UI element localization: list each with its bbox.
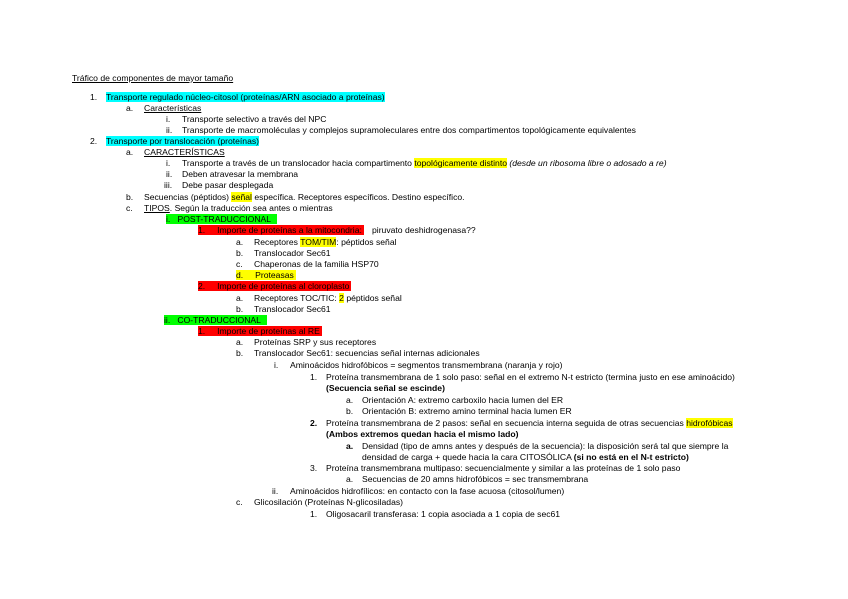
post-marker: i. (166, 214, 171, 224)
mito-a-marker: a. (236, 237, 244, 247)
olig-number: 1. (310, 509, 318, 519)
p3-a-marker: a. (346, 474, 354, 484)
p2-line (326, 418, 733, 428)
p1-a-marker: a. (346, 395, 354, 405)
clo-b-text: Translocador Sec61 (254, 304, 331, 314)
section-2-heading: Transporte por translocación (proteínas) (106, 136, 260, 146)
s1-i2-marker: ii. (166, 125, 173, 135)
re-b-marker: b. (236, 348, 244, 358)
re-b-text: Translocador Sec61: secuencias señal internas adicionales (254, 348, 480, 358)
mito-a-line (254, 237, 397, 247)
olig-text: Oligosacaril transferasa: 1 copia asociada a 1 copia de sec61 (326, 509, 561, 519)
s2-i1-italic: (desde un ribosoma libre o adosado a re) (507, 158, 667, 168)
s2-i1-line (182, 158, 667, 168)
section-1-number: 1. (90, 92, 98, 102)
s2-c-line (144, 203, 333, 213)
p2-text: Proteína transmembrana de 2 pasos: señal en secuencia interna seguida de otras secuencias (326, 418, 687, 428)
mito-c-marker: c. (236, 259, 243, 269)
s2-b-marker: b. (126, 192, 134, 202)
p2-a-line1: Densidad (tipo de amns antes y después de la secuencia): la disposición será tal que siempre la (362, 441, 729, 451)
mito-d-marker: d. (236, 270, 244, 280)
mito-b-marker: b. (236, 248, 244, 258)
s2-i1-highlight: topológicamente distinto (414, 158, 507, 168)
clo-a-highlight: 2 (339, 293, 344, 303)
p3-a-text: Secuencias de 20 amns hidrofóbicos = sec transmembrana (362, 474, 589, 484)
clo-a-line (254, 293, 402, 303)
post-traduccional-heading (166, 214, 277, 224)
p2-number: 2. (310, 418, 318, 428)
mito-title: Importe de proteínas a la mitocondria: (217, 225, 362, 235)
s2-b-post: específica. Receptores específicos. Destino específico. (251, 192, 465, 202)
s2-c-post: . Según la traducción sea antes o mientras (169, 203, 333, 213)
s1-a-label: Características (144, 103, 202, 113)
p2-a-line2 (362, 452, 689, 462)
cloroplasto-number: 2. (198, 281, 206, 291)
p2-bold: (Ambos extremos quedan hacia el mismo lado) (326, 429, 519, 439)
co-label: CO-TRADUCCIONAL (177, 315, 261, 325)
cloroplasto-heading (198, 281, 351, 291)
mito-post: piruvato deshidrogenasa?? (372, 225, 476, 235)
mito-d-text: Proteasas (255, 270, 294, 280)
s1-i2-text: Transporte de macromoléculas y complejos supramoleculares entre dos compartimentos topológicamente equivalentes (182, 125, 636, 135)
re-number: 1. (198, 326, 206, 336)
s2-c-label: TIPOS (144, 203, 170, 213)
document-title: Tráfico de componentes de mayor tamaño (72, 73, 234, 83)
mito-a-post: : péptidos señal (336, 237, 397, 247)
p2-a-text: densidad de carga + quede hacia la cara CITOSÓLICA (362, 452, 574, 462)
p2-a-marker: a. (346, 441, 354, 451)
p1-b-marker: b. (346, 406, 354, 416)
clo-a-post: péptidos señal (343, 293, 402, 303)
p3-text: Proteína transmembrana multipaso: secuencialmente y similar a las proteínas de 1 solo paso (326, 463, 681, 473)
s2-i2-text: Deben atravesar la membrana (182, 169, 299, 179)
hyd-marker: i. (274, 360, 279, 370)
re-a-marker: a. (236, 337, 244, 347)
re-heading (198, 326, 322, 336)
s2-b-highlight: señal (231, 192, 252, 202)
s2-i2-marker: ii. (166, 169, 173, 179)
s2-b-line (144, 192, 465, 202)
s2-i1-marker: i. (166, 158, 171, 168)
glico-marker: c. (236, 497, 243, 507)
s2-b-text: Secuencias (péptidos) (144, 192, 232, 202)
s1-i1-text: Transporte selectivo a través del NPC (182, 114, 327, 124)
co-traduccional-heading (164, 315, 267, 325)
s2-a-marker: a. (126, 147, 134, 157)
clo-a-text: Receptores TOC/TIC: (254, 293, 340, 303)
mito-heading (198, 225, 364, 235)
p1-bold: (Secuencia señal se escinde) (326, 383, 445, 393)
co-marker: ii. (164, 315, 171, 325)
s2-i3-text: Debe pasar desplegada (182, 180, 274, 190)
re-a-text: Proteínas SRP y sus receptores (254, 337, 377, 347)
mito-number: 1. (198, 225, 206, 235)
p1-b-text: Orientación B: extremo amino terminal hacia lumen ER (362, 406, 572, 416)
glico-text: Glicosilación (Proteínas N-glicosiladas) (254, 497, 404, 507)
p2-highlight: hidrofóbicas (686, 418, 733, 428)
p1-number: 1. (310, 372, 318, 382)
hyl-marker: ii. (272, 486, 279, 496)
re-title: Importe de proteínas al RE (217, 326, 320, 336)
mito-b-text: Translocador Sec61 (254, 248, 331, 258)
mito-d-line (236, 270, 296, 280)
clo-b-marker: b. (236, 304, 244, 314)
hyl-text: Aminoácidos hidrofílicos: en contacto con la fase acuosa (citosol/lumen) (290, 486, 565, 496)
mito-c-text: Chaperonas de la familia HSP70 (254, 259, 379, 269)
section-2-number: 2. (90, 136, 98, 146)
s2-c-marker: c. (126, 203, 133, 213)
hyd-text: Aminoácidos hidrofóbicos = segmentos transmembrana (naranja y rojo) (290, 360, 563, 370)
s1-a-marker: a. (126, 103, 134, 113)
post-label: POST-TRADUCCIONAL (177, 214, 272, 224)
s2-i1-text: Transporte a través de un translocador hacia compartimento (182, 158, 415, 168)
mito-a-text: Receptores (254, 237, 301, 247)
s2-i3-marker: iii. (164, 180, 173, 190)
s2-a-label: CARACTERÍSTICAS (144, 147, 225, 157)
mito-a-highlight: TOM/TIM (300, 237, 337, 247)
p2-a-bold: (si no está en el N-t estricto) (573, 452, 689, 462)
s1-i1-marker: i. (166, 114, 171, 124)
p3-number: 3. (310, 463, 318, 473)
p1-text: Proteína transmembrana de 1 solo paso: señal en el extremo N-t estricto (termina justo en ese aminoácido) (326, 372, 735, 382)
clo-a-marker: a. (236, 293, 244, 303)
cloroplasto-title: Importe de proteínas al cloroplasto (217, 281, 350, 291)
section-1-heading: Transporte regulado núcleo-citosol (proteínas/ARN asociado a proteínas) (106, 92, 385, 102)
p1-a-text: Orientación A: extremo carboxilo hacia lumen del ER (362, 395, 564, 405)
